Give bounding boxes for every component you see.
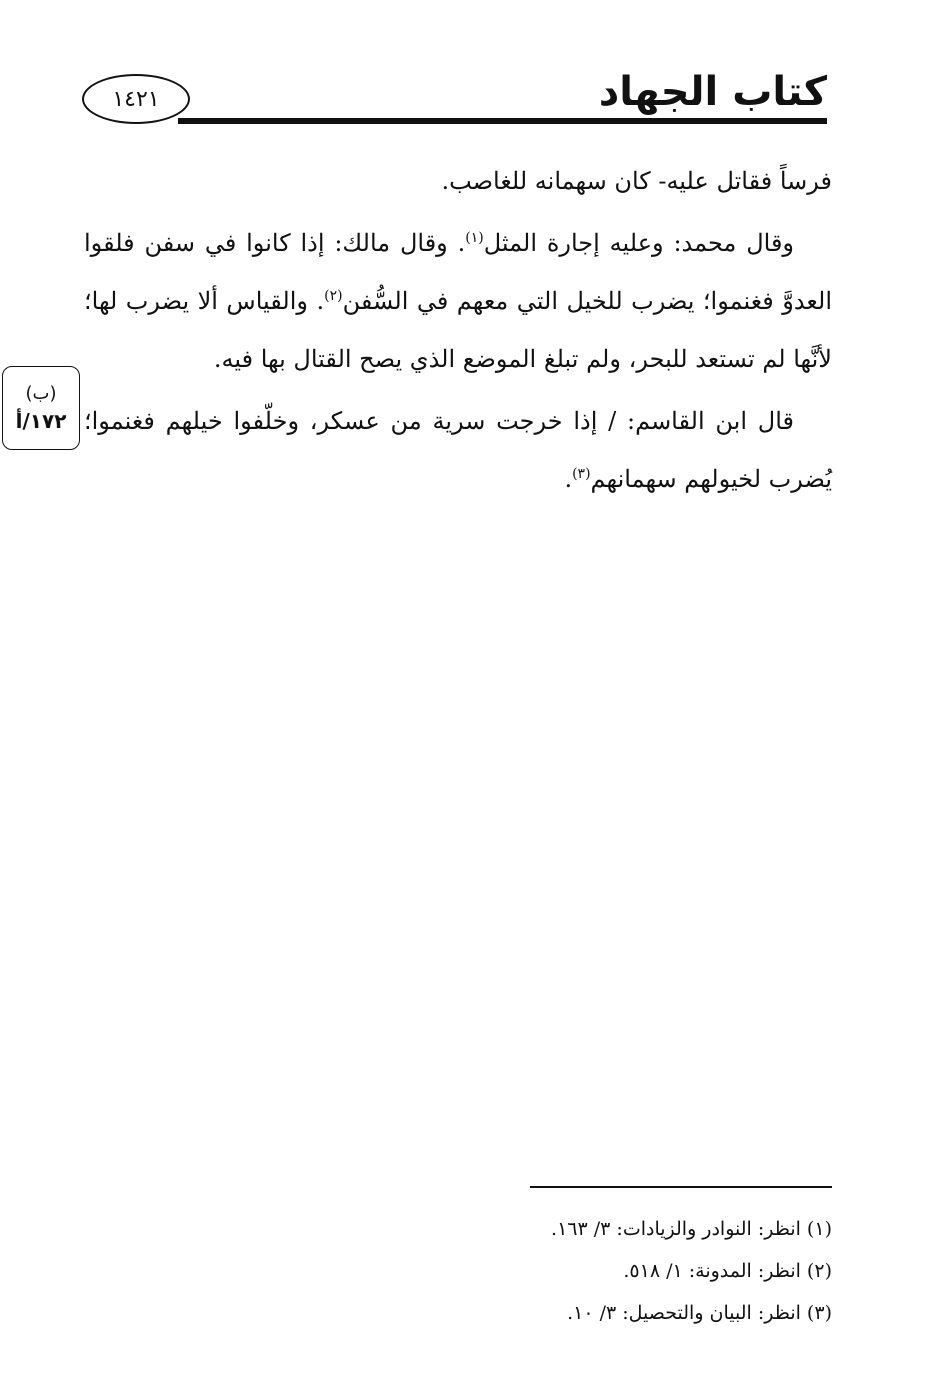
paragraph-3-text-a: قال ابن القاسم: / إذا خرجت سرية من عسكر، وخلّفوا خيلهم فغنموا؛ يُضرب لخيولهم سهمانهم (84, 407, 832, 493)
paragraph-3-text-b: . (564, 465, 573, 493)
margin-note-line-1: (ب) (25, 383, 57, 404)
footnote-1: (١) انظر: النوادر والزيادات: ٣/ ١٦٣. (551, 1218, 832, 1240)
paragraph-1 (84, 152, 832, 210)
footnote-2: (٢) انظر: المدونة: ١/ ٥١٨. (623, 1260, 832, 1282)
footnotes (272, 1208, 832, 1334)
footnote-ref-3[interactable]: (٣) (572, 466, 591, 482)
paragraph-3 (84, 392, 832, 508)
page-number: ١٤٢١ (112, 86, 160, 112)
manuscript-folio-note (2, 366, 80, 450)
footnote-ref-2[interactable]: (٢) (324, 288, 343, 304)
paragraph-2 (84, 214, 832, 388)
main-text (84, 152, 832, 512)
footnote-separator (530, 1186, 832, 1188)
footnote-3: (٣) انظر: البيان والتحصيل: ٣/ ١٠. (567, 1302, 832, 1324)
paragraph-2-text-b: . وقال مالك: إذا كانوا في سفن فلقوا العدوَّ فغنموا؛ يضرب للخيل التي معهم في السُّفن (84, 229, 832, 315)
margin-note-line-2: ١٧٢/أ (15, 409, 67, 433)
paragraph-1-text: فرساً فقاتل عليه- كان سهمانه للغاصب. (441, 167, 832, 195)
page-number-badge (82, 74, 190, 124)
header-rule (178, 118, 827, 124)
paragraph-2-text-c: . والقياس ألا يضرب لها؛ لأنَّها لم تستعد للبحر، ولم تبلغ الموضع الذي يصح القتال بها فيه. (84, 287, 832, 373)
footnote-ref-1[interactable]: (١) (465, 230, 484, 246)
chapter-title: كتاب الجهاد (598, 69, 827, 115)
paragraph-2-text-a: وقال محمد: وعليه إجارة المثل (483, 229, 795, 257)
